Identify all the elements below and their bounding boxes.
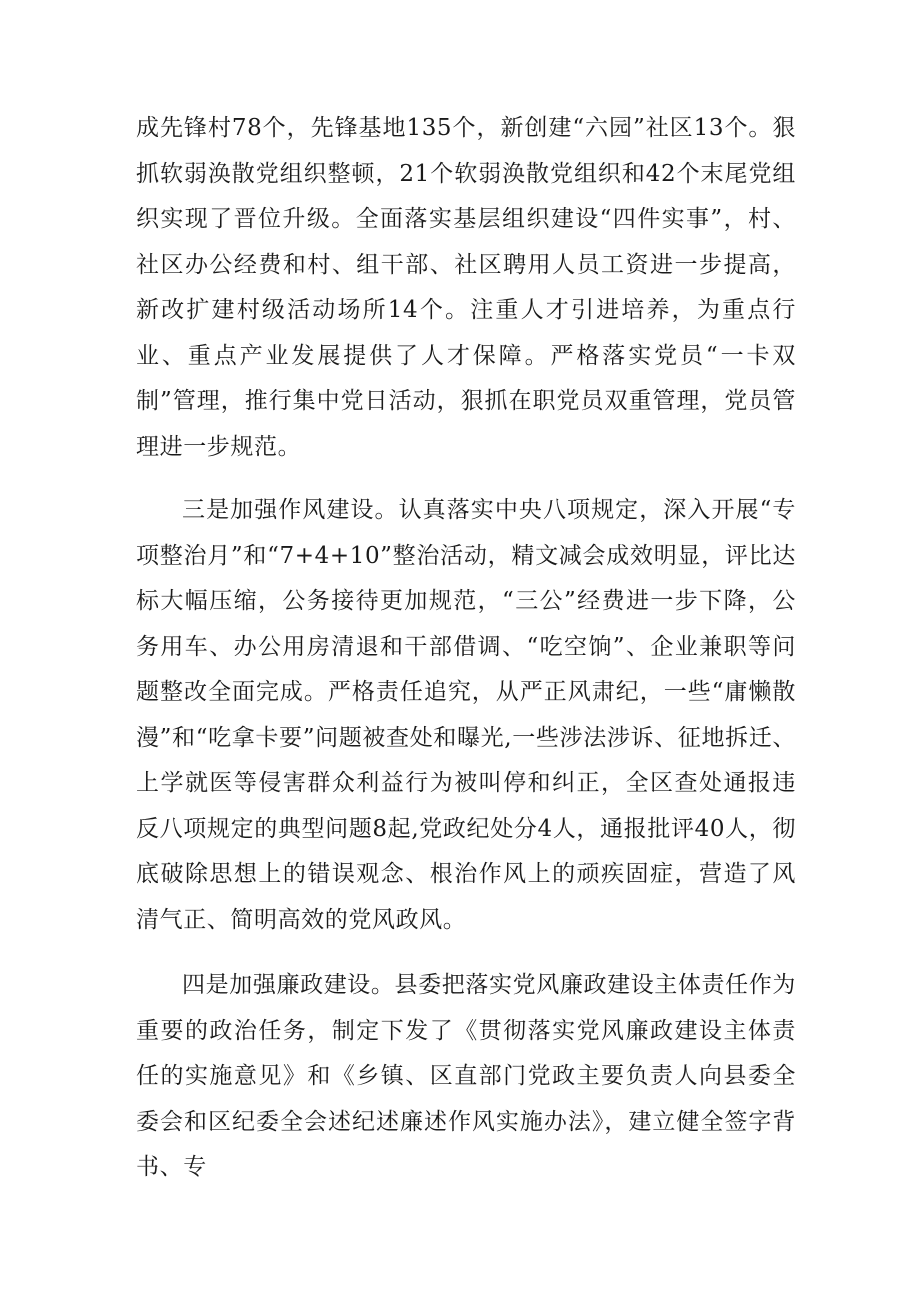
paragraph-continuation: 成先锋村78个，先锋基地135个，新创建“六园”社区13个。狠抓软弱涣散党组织整顿，21个软弱涣散党组织和42个末尾党组织实现了晋位升级。全面落实基层组织建设“四件实事”，村、社区办公经费和村、组干部、社区聘用人员工资进一步提高，新改扩建村级活动场所14个。注重人才引进培养，为重点行业、重点产业发展提供了人才保障。严格落实党员“一卡双制”管理，推行集中党日活动，狠抓在职党员双重管理，党员管理进一步规范。 xyxy=(136,115,796,460)
document-body xyxy=(136,106,796,1191)
paragraph-integrity: 四是加强廉政建设。县委把落实党风廉政建设主体责任作为重要的政治任务，制定下发了《贯彻落实党风廉政建设主体责任的实施意见》和《乡镇、区直部门党政主要负责人向县委全委会和区纪委全会述纪述廉述作风实施办法》，建立健全签字背书、专 xyxy=(136,972,796,1180)
paragraph-work-style: 三是加强作风建设。认真落实中央八项规定，深入开展“专项整治月”和“7+4+10”整治活动，精文减会成效明显，评比达标大幅压缩，公务接待更加规范，“三公”经费进一步下降，公务用车、办公用房清退和干部借调、“吃空饷”、企业兼职等问题整改全面完成。严格责任追究，从严正风肃纪，一些“庸懒散漫”和“吃拿卡要”问题被查处和曝光,一些涉法涉诉、征地拆迁、上学就医等侵害群众利益行为被叫停和纠正，全区查处通报违反八项规定的典型问题8起,党政纪处分4人，通报批评40人，彻底破除思想上的错误观念、根治作风上的顽疾固症，营造了风清气正、简明高效的党风政风。 xyxy=(136,497,796,933)
